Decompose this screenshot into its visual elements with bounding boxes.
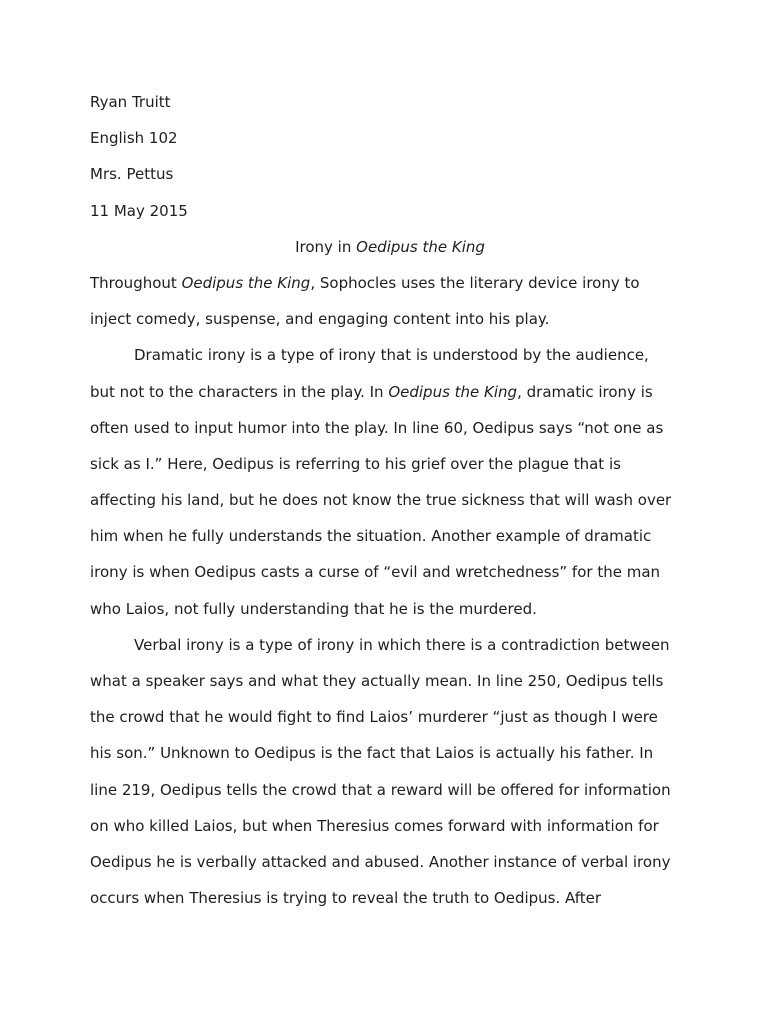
verbal-irony-line: occurs when Theresius is trying to reveal the truth to Oedipus. After: [90, 889, 602, 908]
author-name: Ryan Truitt: [90, 93, 171, 111]
verbal-irony-line: Verbal irony is a type of irony in which there is a contradiction between: [134, 635, 670, 654]
dramatic-irony-line: affecting his land, but he does not know the true sickness that will wash over: [90, 491, 672, 510]
dramatic-irony-line: who Laios, not fully understanding that he is the murdered.: [90, 599, 537, 618]
dramatic-irony-work-title: Oedipus the King: [388, 382, 518, 401]
intro-line: [90, 265, 690, 301]
intro-work-title: Oedipus the King: [181, 273, 311, 292]
instructor-name: Mrs. Pettus: [90, 165, 174, 184]
verbal-irony-line: his son.” Unknown to Oedipus is the fact that Laios is actually his father. In: [90, 744, 654, 763]
intro-text: Throughout: [90, 273, 182, 292]
verbal-irony-line: on who killed Laios, but when Theresius comes forward with information for: [90, 816, 659, 835]
verbal-irony-line: line 219, Oedipus tells the crowd that a reward will be offered for information: [90, 780, 671, 799]
verbal-irony-line: what a speaker says and what they actually mean. In line 250, Oedipus tells: [90, 672, 664, 690]
document-body: [90, 84, 690, 916]
dramatic-irony-line: often used to input humor into the play. In line 60, Oedipus says “not one as: [90, 418, 664, 437]
dramatic-irony-text: , dramatic irony is: [517, 382, 653, 401]
dramatic-irony-line: sick as I.” Here, Oedipus is referring to his grief over the plague that is: [90, 454, 621, 473]
essay-title: [90, 229, 690, 265]
essay-title-work: Oedipus the King: [356, 237, 485, 256]
document-date: 11 May 2015: [90, 201, 188, 220]
course-name: English 102: [90, 129, 178, 148]
dramatic-irony-line: [90, 374, 690, 410]
intro-line: inject comedy, suspense, and engaging content into his play.: [90, 310, 550, 329]
essay-title-prefix: Irony in: [295, 237, 357, 256]
dramatic-irony-text: but not to the characters in the play. In: [90, 382, 389, 401]
intro-text: , Sophocles uses the literary device irony to: [310, 273, 640, 292]
dramatic-irony-line: irony is when Oedipus casts a curse of “evil and wretchedness” for the man: [90, 563, 661, 582]
verbal-irony-line: the crowd that he would fight to find Laios’ murderer “just as though I were: [90, 708, 658, 727]
dramatic-irony-line: Dramatic irony is a type of irony that is understood by the audience,: [134, 346, 649, 365]
verbal-irony-line: Oedipus he is verbally attacked and abused. Another instance of verbal irony: [90, 852, 671, 871]
dramatic-irony-line: him when he fully understands the situation. Another example of dramatic: [90, 527, 652, 546]
